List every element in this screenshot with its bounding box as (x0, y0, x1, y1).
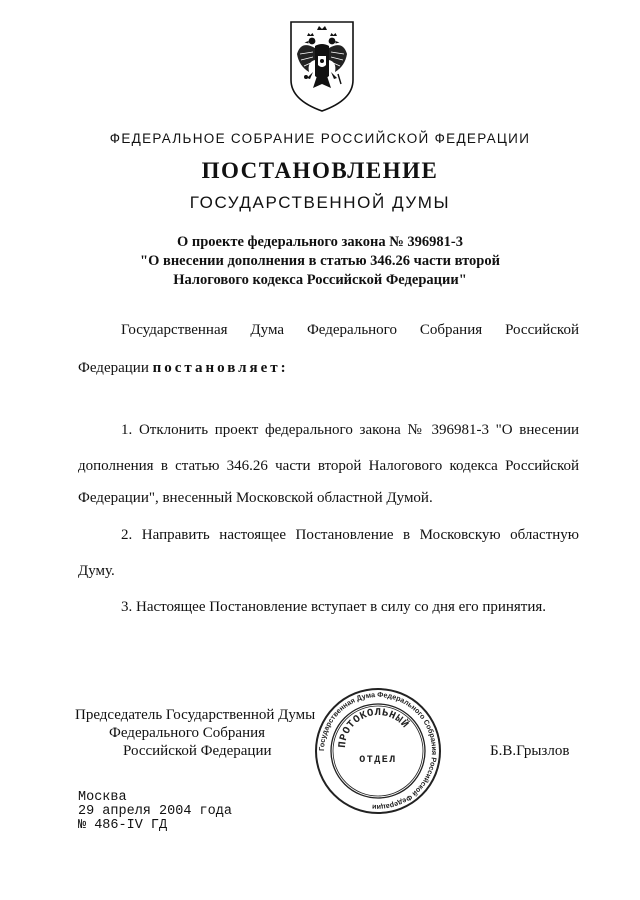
seal-outer-text: Государственная Дума Федерального Собрания Российской Федерации (316, 689, 440, 813)
item-line: Федерации", внесенный Московской областной Думой. (78, 490, 433, 506)
subject-line: Налогового кодекса Российской Федерации" (173, 272, 467, 288)
document-subject (0, 233, 640, 290)
document-issuer: ГОСУДАРСТВЕННОЙ ДУМЫ (189, 193, 451, 212)
signatory-title: Председатель Государственной Думы (75, 707, 316, 723)
document-city: Москва (78, 790, 127, 805)
item-line: 3. Настоящее Постановление вступает в силу со дня его принятия. (121, 599, 547, 615)
document-number: № 486-IV ГД (78, 818, 168, 833)
preamble-line: Государственная Дума Федерального Собрания Российской (121, 322, 579, 338)
document-date: 29 апреля 2004 года (78, 804, 232, 819)
seal-arc-text: ПРОТОКОЛЬНЫЙ (336, 706, 411, 749)
subject-line: "О внесении дополнения в статью 346.26 части второй (140, 253, 500, 269)
organization-name: ФЕДЕРАЛЬНОЕ СОБРАНИЕ РОССИЙСКОЙ ФЕДЕРАЦИИ (109, 131, 531, 146)
preamble-text: Федерации (78, 360, 153, 376)
subject-line: О проекте федерального закона № 396981-3 (176, 234, 464, 250)
svg-text:ПРОТОКОЛЬНЫЙ (337, 707, 412, 748)
item-line: дополнения в статью 346.26 части второй Налогового кодекса Российской (78, 458, 579, 474)
item-line: Думу. (78, 563, 115, 579)
preamble-line (78, 360, 289, 377)
round-official-seal-icon (313, 686, 443, 816)
signatory-name: Б.В.Грызлов (490, 743, 570, 759)
item-line: 1. Отклонить проект федерального закона № 396981-3 "О внесении (121, 422, 579, 438)
document-type: ПОСТАНОВЛЕНИЕ (201, 158, 439, 183)
seal-center-text: ОТДЕЛ (359, 755, 397, 766)
signatory-title: Федерального Собрания (109, 725, 266, 741)
signatory-title: Российской Федерации (123, 743, 272, 759)
item-line: 2. Направить настоящее Постановление в Московскую областную (121, 527, 579, 543)
double-headed-eagle-icon (287, 18, 357, 114)
resolves-keyword: постановляет: (152, 360, 289, 376)
